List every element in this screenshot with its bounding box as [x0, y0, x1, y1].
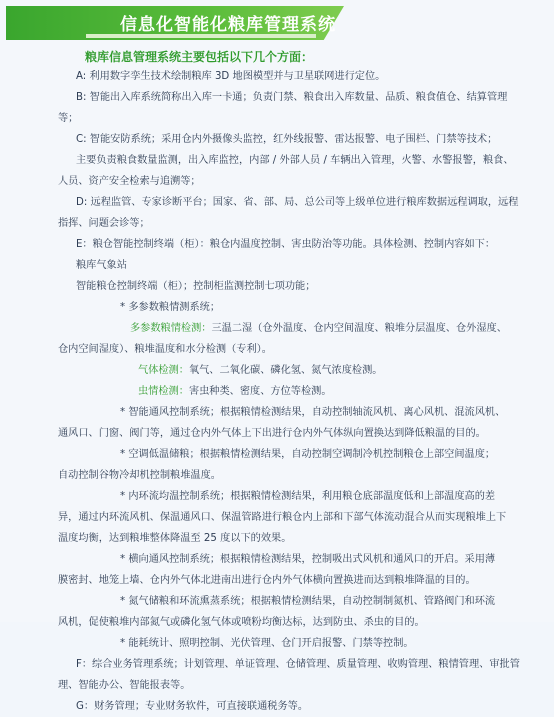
text-line	[58, 360, 498, 381]
text-line: 异，通过内环流风机、保温通风口、保温管路进行粮仓内上部和下部气体流动混合从而实现粮堆上下	[58, 512, 507, 523]
text-line: 温度均衡，达到粮堆整体降温至 25 度以下的效果。	[58, 533, 292, 544]
text-line	[58, 339, 498, 360]
item-text: 害虫种类、密度、方位等检测。	[188, 386, 332, 397]
text-line: B: 智能出入库系统简称出入库一卡通；负责门禁、粮食出入库数量、品质、粮食值仓、结算管理	[76, 92, 508, 103]
paragraph-block-1	[58, 66, 519, 297]
text-line: C: 智能安防系统；采用仓内外摄像头监控，红外线报警、雷达报警、电子围栏、门禁等技术；	[76, 134, 498, 145]
item-label: 多参数粮情检测：	[130, 323, 212, 334]
section-heading: 粮库信息管理系统主要包括以下几个方面：	[85, 50, 314, 64]
item-text: 三温二湿（仓外温度、仓内空间温度、粮堆分层温度、仓外湿度、	[211, 323, 507, 334]
text-line: 人员、资产安全检索与追溯等；	[58, 176, 201, 187]
page-title: 信息化智能化粮库管理系统	[120, 15, 336, 35]
text-line: G：财务管理；专业财务软件，可直接联通税务等。	[76, 701, 309, 712]
text-line	[58, 381, 498, 402]
text-line: 理、智能办公、智能报表等。	[58, 680, 191, 691]
item-text: 仓内空间湿度）、粮堆温度和水分检测（专利）。	[58, 344, 272, 355]
text-line: * 内环流均温控制系统；根据粮情检测结果，利用粮仓底部温度低和上部温度高的差	[120, 491, 496, 502]
text-line: * 氮气储粮和环流熏蒸系统；根据粮情检测结果，自动控制制氮机、管路阀门和环流	[120, 596, 496, 607]
text-line: 主要负责粮食数量监测，出入库监控，内部 / 外部人员 / 车辆出入管理，火警、水警报警，粮食、	[76, 155, 514, 166]
text-line: D: 远程监管、专家诊断平台；国家、省、部、局、总公司等上级单位进行粮库数据远程调取，远程	[76, 197, 519, 208]
text-line: * 空调低温储粮；根据粮情检测结果，自动控制空调制冷机控制粮仓上部空间温度；	[120, 449, 496, 460]
text-line: 膜密封、地笼上墙、仓内外气体北进南出进行仓内外气体横向置换进而达到粮堆降温的目的。	[58, 575, 476, 586]
text-line: 通风口、门窗、阀门等，通过仓内外气体上下出进行仓内外气体纵向置换达到降低粮温的目的。	[58, 428, 486, 439]
paragraph-block-3	[58, 402, 520, 717]
text-line: 风机，促使粮堆内部氮气或磷化氢气体或喷粉均衡达标，达到防虫、杀虫的目的。	[58, 617, 425, 628]
item-text: 氧气、二氧化碳、磷化氢、氮气浓度检测。	[188, 365, 383, 376]
text-line: * 能耗统计、照明控制、光伏管理、仓门开启报警、门禁等控制。	[120, 638, 414, 649]
paragraph-block-2	[58, 297, 507, 402]
text-line: 智能粮仓控制终端（柜）；控制柜监测控制七项功能；	[76, 281, 316, 292]
text-line: E：粮仓智能控制终端（柜）：粮仓内温度控制、害虫防治等功能。具体检测、控制内容如下：	[76, 239, 496, 250]
item-label: * 多参数粮情测系统；	[120, 302, 221, 313]
item-label: 气体检测：	[138, 365, 189, 376]
text-line: * 横向通风控制系统；根据粮情检测结果，控制吸出式风机和通风口的开启。采用薄	[120, 554, 496, 565]
text-line: 等；	[58, 113, 79, 124]
text-line: F：综合业务管理系统；计划管理、单证管理、仓储管理、质量管理、收购管理、粮情管理、审批管	[76, 659, 520, 670]
text-line	[58, 297, 498, 318]
item-label: 虫情检测：	[138, 386, 189, 397]
text-line: A: 利用数字孪生技术绘制粮库 3D 地图模型并与卫星联网进行定位。	[76, 71, 386, 82]
text-line: 指挥、问题会诊等；	[58, 218, 150, 229]
text-line	[58, 318, 507, 339]
text-line: 粮库气象站	[76, 260, 127, 271]
text-line: * 智能通风控制系统；根据粮情检测结果，自动控制轴流风机、离心风机、混流风机、	[120, 407, 506, 418]
text-line: 自动控制谷物冷却机控制粮堆温度。	[58, 470, 221, 481]
